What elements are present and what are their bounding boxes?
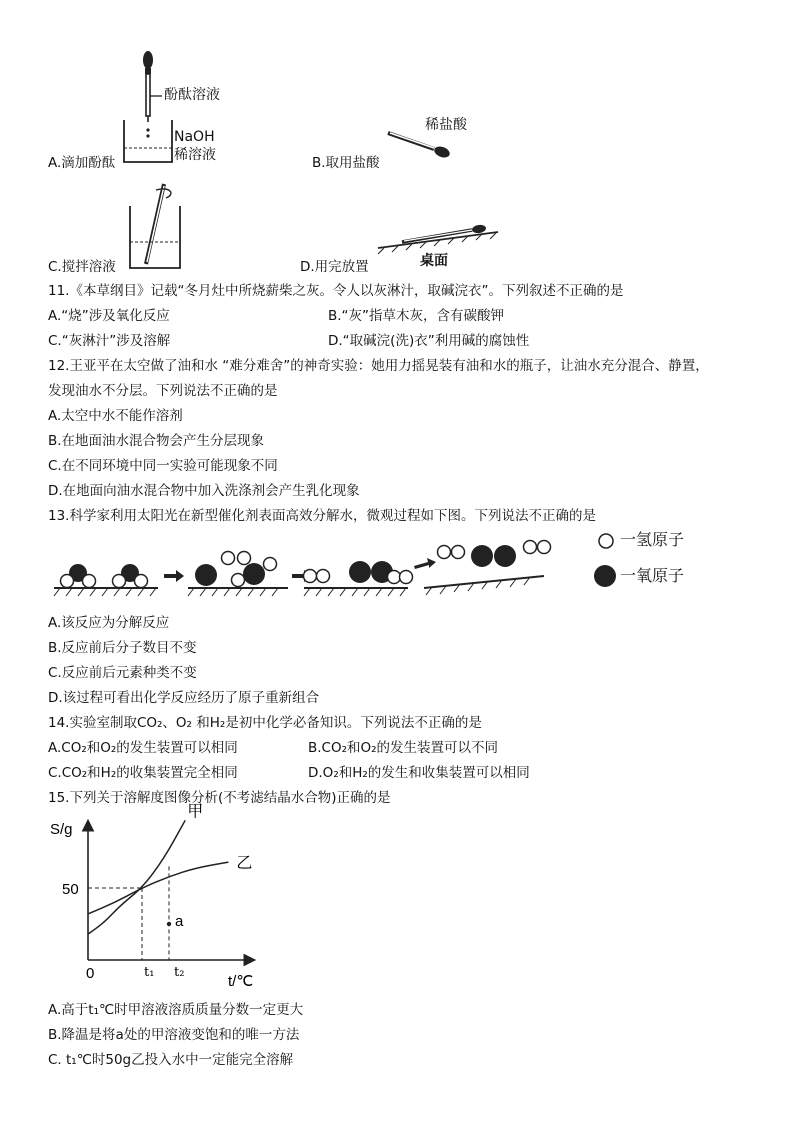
q12-option-c: C.在不同环境中同一实验可能现象不同 [48, 458, 278, 474]
stage-3 [304, 561, 413, 596]
q12-option-d: D.在地面向油水混合物中加入洗涤剂会产生乳化现象 [48, 483, 360, 499]
legend-hydrogen-icon [596, 531, 616, 551]
q13-option-b: B.反应前后分子数目不变 [48, 640, 197, 656]
q11-option-c: C.“灰淋汁”涉及溶解 [48, 333, 171, 349]
q15-option-b: B.降温是将a处的甲溶液变饱和的唯一方法 [48, 1027, 300, 1043]
q11-stem: 11.《本草纲目》记载“冬月灶中所烧薪柴之灰。令人以灰淋汁，取碱浣衣”。下列叙述不正确的是 [48, 283, 624, 299]
x-tick-t1: t₁ [144, 965, 155, 980]
legend-oxygen-icon [592, 563, 618, 589]
series-yi-label: 乙 [236, 853, 253, 873]
beaker-label-dilute: 稀溶液 [174, 147, 216, 163]
option-10a: A.滴加酚酞 [48, 155, 116, 171]
q15-stem: 15.下列关于溶解度图像分析(不考滤结晶水合物)正确的是 [48, 790, 391, 806]
q14-option-d: D.O₂和H₂的发生和收集装置可以相同 [308, 765, 530, 781]
stage-2 [188, 552, 288, 597]
q12-option-b: B.在地面油水混合物会产生分层现象 [48, 433, 265, 449]
q12-stem-line2: 发现油水不分层。下列说法不正确的是 [48, 383, 278, 399]
beaker-label-naoh: NaOH [174, 129, 215, 145]
series-jia-line [88, 820, 185, 934]
q13-option-d: D.该过程可看出化学反应经历了原子重新组合 [48, 690, 320, 706]
dropper-label-phenolphthalein: 酚酞溶液 [164, 87, 220, 103]
q12-stem-line1: 12.王亚平在太空做了油和水 “难分难舍”的神奇实验：她用力摇晃装有油和水的瓶子，让油水充分混合、静置， [48, 358, 709, 374]
q14-stem: 14.实验室制取CO₂、O₂ 和H₂是初中化学必备知识。下列说法不正确的是 [48, 715, 482, 731]
q11-option-a: A.“烧”涉及氧化反应 [48, 308, 170, 324]
x-axis-label: t/℃ [228, 973, 254, 990]
stage-1 [54, 564, 158, 596]
q13-micro-process-diagram [52, 536, 552, 602]
q15-option-a: A.高于t₁℃时甲溶液溶质质量分数一定更大 [48, 1002, 304, 1018]
q14-option-c: C.CO₂和H₂的收集装置完全相同 [48, 765, 238, 781]
fig-c-stirring [122, 180, 192, 272]
option-10b: B.取用盐酸 [312, 155, 380, 171]
option-10d: D.用完放置 [300, 259, 369, 275]
q14-option-a: A.CO₂和O₂的发生装置可以相同 [48, 740, 238, 756]
option-10c: C.搅拌溶液 [48, 259, 116, 275]
x-tick-t2: t₂ [174, 965, 185, 980]
q13-option-a: A.该反应为分解反应 [48, 615, 170, 631]
origin-label: 0 [86, 965, 95, 982]
y-axis-label: S/g [50, 821, 73, 838]
q13-stem: 13.科学家利用太阳光在新型催化剂表面高效分解水，微观过程如下图。下列说法不正确的是 [48, 508, 596, 524]
q12-option-a: A.太空中水不能作溶剂 [48, 408, 183, 424]
point-a-label: a [175, 913, 184, 930]
stage-4 [424, 541, 551, 596]
solubility-chart [48, 801, 278, 994]
legend-oxygen-label: 一氧原子 [620, 566, 685, 585]
q15-option-c: C. t₁℃时50g乙投入水中一定能完全溶解 [48, 1052, 294, 1068]
q13-option-c: C.反应前后元素种类不变 [48, 665, 197, 681]
series-jia-label: 甲 [187, 801, 204, 821]
q11-option-b: B.“灰”指草木灰，含有碳酸钾 [328, 308, 505, 324]
point-a [167, 922, 171, 926]
dropper-label-hcl: 稀盐酸 [425, 117, 467, 133]
legend-hydrogen-label: 一氢原子 [620, 530, 685, 549]
table-label: 桌面 [420, 253, 448, 269]
y-tick-50: 50 [62, 881, 79, 898]
q14-option-b: B.CO₂和O₂的发生装置可以不同 [308, 740, 499, 756]
q11-option-d: D.“取碱浣(洗)衣”利用碱的腐蚀性 [328, 333, 530, 349]
